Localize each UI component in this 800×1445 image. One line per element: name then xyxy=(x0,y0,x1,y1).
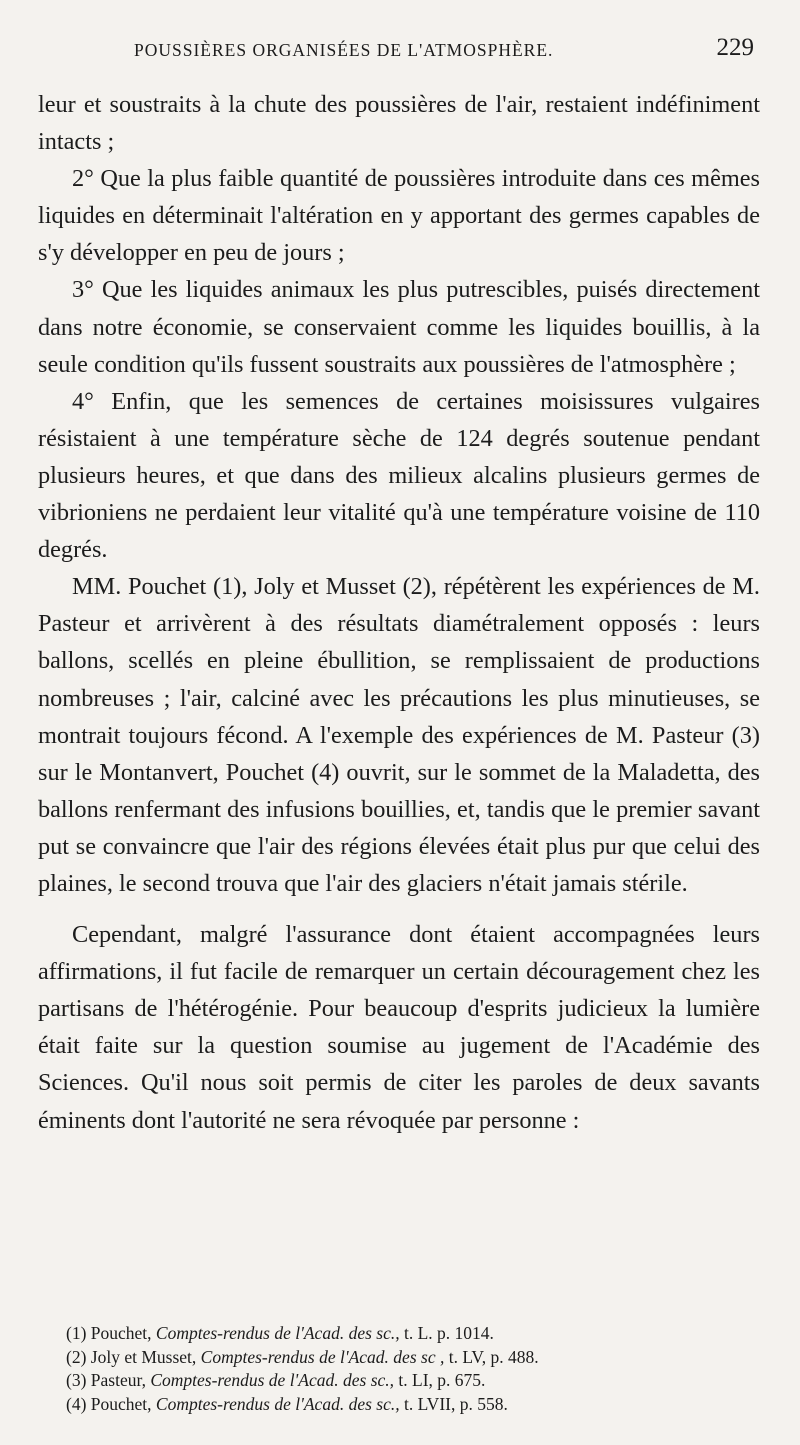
paragraph-continuation: leur et soustraits à la chute des poussières de l'air, restaient indéfiniment intacts ; xyxy=(38,91,760,156)
footnote-source: Comptes-rendus de l'Acad. des sc., xyxy=(150,1370,395,1391)
page-number: 229 xyxy=(716,34,754,61)
footnote-author: Pouchet, xyxy=(90,1393,152,1414)
footnote-3 xyxy=(38,1369,760,1393)
paragraph-pouchet-experiments: MM. Pouchet (1), Joly et Musset (2), répétèrent les expériences de M. Pasteur et arrivèrent à des résultats diamétralement opposés : leurs ballons, scellés en pleine ébullition, se remplissaient de productions nombreuses ; l'air, calciné avec les précautions les plus minutieuses, se montrait toujours fécond. A l'exemple des expériences de M. Pasteur (3) sur le Montanvert, Pouchet (4) ouvrit, sur le sommet de la Maladetta, des ballons renfermant des infusions bouillies, et, tandis que le premier savant put se convaincre que l'air des régions élevées était plus pur que celui des plaines, le second trouva que l'air des glaciers n'était jamais stérile. xyxy=(38,573,760,897)
footnote-ref: t. LI, p. 675. xyxy=(398,1370,486,1391)
footnote-source: Comptes-rendus de l'Acad. des sc., xyxy=(155,1393,400,1414)
footnote-marker: (2) xyxy=(66,1346,87,1367)
paragraph-discouragement: Cependant, malgré l'assurance dont étaient accompagnées leurs affirmations, il fut facile de remarquer un certain découragement chez les partisans de l'hétérogénie. Pour beaucoup d'esprits judicieux la lumière était faite sur la question soumise au jugement de l'Académie des Sciences. Qu'il nous soit permis de citer les paroles de deux savants éminents dont l'autorité ne sera révoquée par personne : xyxy=(38,921,760,1134)
footnote-ref: t. L. p. 1014. xyxy=(403,1323,494,1343)
footnote-4 xyxy=(38,1393,760,1417)
footnote-author: Pouchet, xyxy=(90,1323,152,1343)
footnote-source: Comptes-rendus de l'Acad. des sc , xyxy=(200,1346,445,1367)
footnote-source: Comptes-rendus de l'Acad. des sc., xyxy=(155,1323,400,1343)
footnotes xyxy=(38,1322,760,1416)
running-title: POUSSIÈRES ORGANISÉES DE L'ATMOSPHÈRE. xyxy=(134,40,554,60)
body-text xyxy=(38,86,760,1139)
footnote-marker: (3) xyxy=(66,1370,87,1391)
footnote-2 xyxy=(38,1346,760,1370)
footnote-ref: t. LVII, p. 558. xyxy=(403,1393,508,1414)
footnote-ref: t. LV, p. 488. xyxy=(448,1346,539,1367)
paragraph-point-3: 3° Que les liquides animaux les plus putrescibles, puisés directement dans notre économie, se conservaient comme les liquides bouillis, à la seule condition qu'ils fussent soustraits aux poussières de l'atmosphère ; xyxy=(38,276,760,378)
footnote-author: Joly et Musset, xyxy=(90,1346,197,1367)
running-head xyxy=(38,30,760,86)
footnote-author: Pasteur, xyxy=(90,1370,146,1391)
footnote-marker: (1) xyxy=(66,1323,87,1343)
paragraph-point-2: 2° Que la plus faible quantité de poussières introduite dans ces mêmes liquides en déterminait l'altération en y apportant des germes capables de s'y développer en peu de jours ; xyxy=(38,165,760,267)
footnote-1 xyxy=(38,1322,760,1346)
footnote-marker: (4) xyxy=(66,1393,87,1414)
book-page xyxy=(38,30,760,1414)
paragraph-point-4: 4° Enfin, que les semences de certaines moisissures vulgaires résistaient à une température sèche de 124 degrés soutenue pendant plusieurs heures, et que dans des milieux alcalins plusieurs germes de vibrioniens ne perdaient leur vitalité qu'à une température voisine de 110 degrés. xyxy=(38,387,760,564)
